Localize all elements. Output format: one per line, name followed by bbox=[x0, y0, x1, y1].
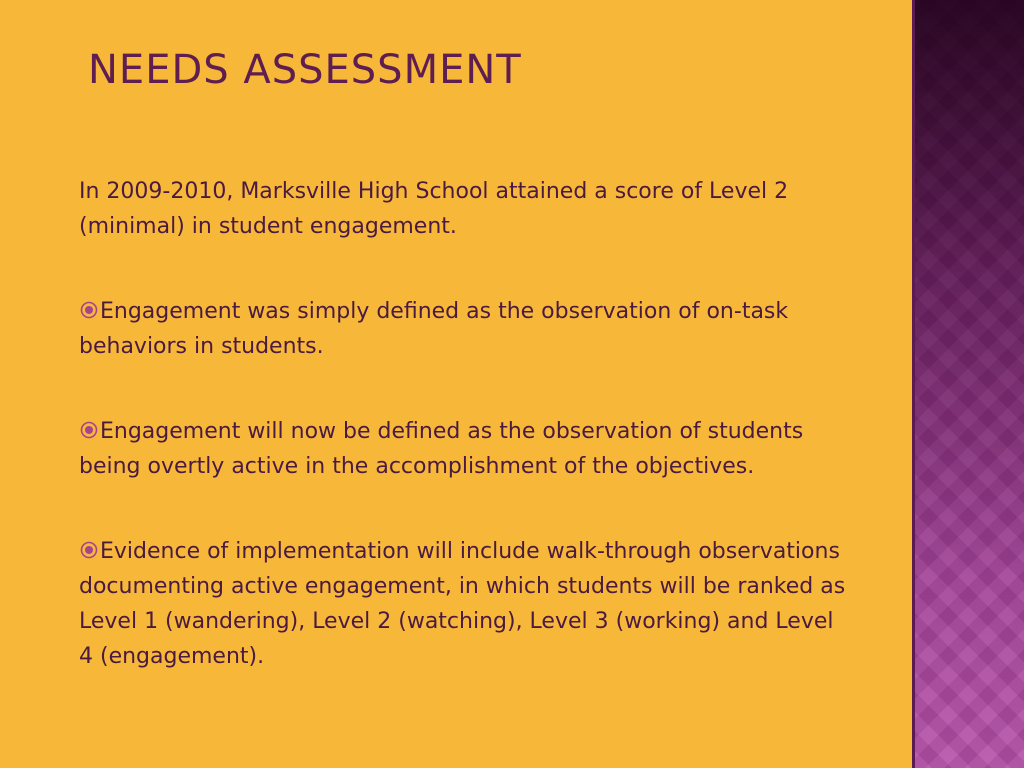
circled-dot-bullet-icon bbox=[79, 300, 99, 320]
slide-title: NEEDS ASSESSMENT bbox=[88, 47, 522, 93]
bullet-item-1 bbox=[79, 294, 849, 364]
bullet-item-2 bbox=[79, 414, 849, 484]
bullet-item-3 bbox=[79, 534, 849, 674]
bullet-text: Engagement will now be defined as the observation of students being overtly active in the accomplishment of the objectives. bbox=[79, 419, 804, 479]
decorative-side-panel bbox=[912, 0, 1024, 768]
bullet-text: Engagement was simply defined as the observation of on-task behaviors in students. bbox=[79, 299, 789, 359]
slide-body bbox=[79, 174, 849, 724]
circled-dot-bullet-icon bbox=[79, 540, 99, 560]
circled-dot-bullet-icon bbox=[79, 420, 99, 440]
bullet-text: Evidence of implementation will include walk-through observations documenting active engagement, in which students will be ranked as Level 1 (wandering), Level 2 (watching), Level 3 (working) and Level 4 (engagement). bbox=[79, 539, 846, 669]
side-panel-edge bbox=[912, 0, 915, 768]
intro-paragraph: In 2009-2010, Marksville High School attained a score of Level 2 (minimal) in student engagement. bbox=[79, 179, 789, 239]
